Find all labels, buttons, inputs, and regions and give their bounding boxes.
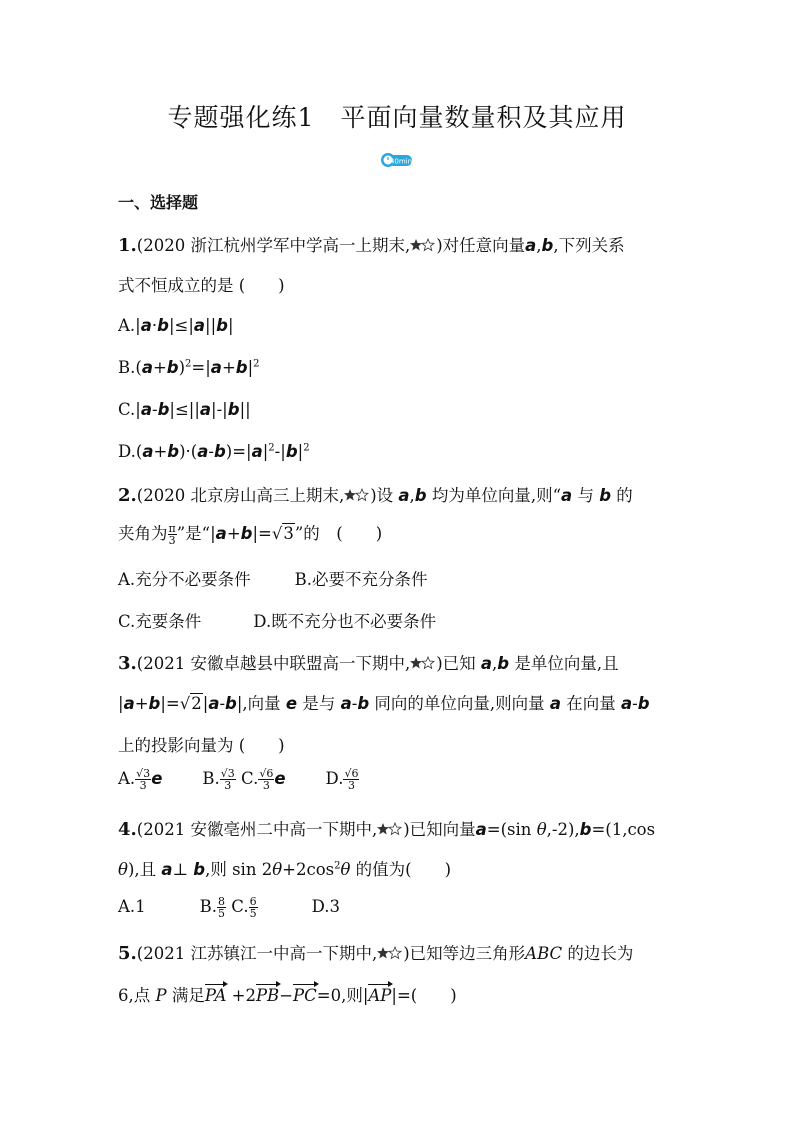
q1-option-d: $D.(a+b)\cdot(a-b)=|a|^2-|b|^2$ — [118, 442, 310, 461]
difficulty-stars-icon — [410, 656, 436, 670]
q1-option-a: A.|a·b|≤|a||b| — [118, 316, 234, 335]
q2-line2: 夹角为 $\frac{\pi}{3}$ ”是“|a+b|=√3”的 ( ) — [118, 522, 383, 547]
q5-line2: 6,点 P 满足PA +2PB−PC=0,则|AP|=( ) — [118, 986, 457, 1005]
q2-options-ab: A.充分不必要条件 B.必要不充分条件 — [118, 570, 428, 589]
q1-line2: 式不恒成立的是 ( ) — [118, 276, 285, 295]
q1-option-c: C.|a-b|≤||a|-|b|| — [118, 400, 251, 419]
q1-source: (2020 浙江杭州学军中学高一上期末, — [136, 236, 411, 255]
difficulty-stars-icon — [344, 488, 370, 502]
q1-option-b: $B.(a+b)^2=|a+b|^2$ — [118, 358, 260, 377]
q1-number: 1. — [118, 235, 137, 256]
q3-line1: 3.(2021 安徽卓越县中联盟高一下期中, )已知 a,b 是单位向量,且 — [118, 653, 619, 674]
stopwatch-icon — [380, 151, 414, 169]
q3-line3: 上的投影向量为 ( ) — [118, 736, 285, 755]
timer-label: 40min — [389, 157, 413, 166]
difficulty-stars-icon — [410, 238, 436, 252]
difficulty-stars-icon — [377, 822, 403, 836]
q1-line1: 1.(2020 浙江杭州学军中学高一上期末, )对任意向量a,b,下列关系 — [118, 235, 625, 256]
q4-line1: 4.(2021 安徽亳州二中高一下期中, )已知向量a=(sin θ,-2),b=(1,cos — [118, 819, 656, 840]
difficulty-stars-icon — [377, 946, 403, 960]
q4-options: A.1 B. $\frac{8}{5}$ C. $\frac{6}{5}$ D.3 — [118, 895, 340, 920]
section-title: 一、选择题 — [118, 193, 199, 212]
q3-options: A. $\frac{√3}{3}$ e B. $\frac{√3}{3}$ C. $\frac{√6}{3}$ e D. $\frac{√6}{3}$ — [118, 767, 359, 792]
q2-options-cd: C.充要条件 D.既不充分也不必要条件 — [118, 612, 437, 631]
q5-line1: 5.(2021 江苏镇江一中高一下期中, )已知等边三角形ABC 的边长为 — [118, 943, 634, 964]
q2-line1: 2.(2020 北京房山高三上期末, )设 a,b 均为单位向量,则“a 与 b 的 — [118, 485, 633, 506]
q3-line2: |a+b|=√2|a-b|,向量 e 是与 a-b 同向的单位向量,则向量 a 在向量 a-b — [118, 694, 650, 713]
q4-line2: θ),且 a⊥ b,则 $\sin 2\theta+2\cos^2\theta$ 的值为( ) — [118, 860, 452, 879]
page-title: 专题强化练1 平面向量数量积及其应用 — [167, 103, 627, 132]
